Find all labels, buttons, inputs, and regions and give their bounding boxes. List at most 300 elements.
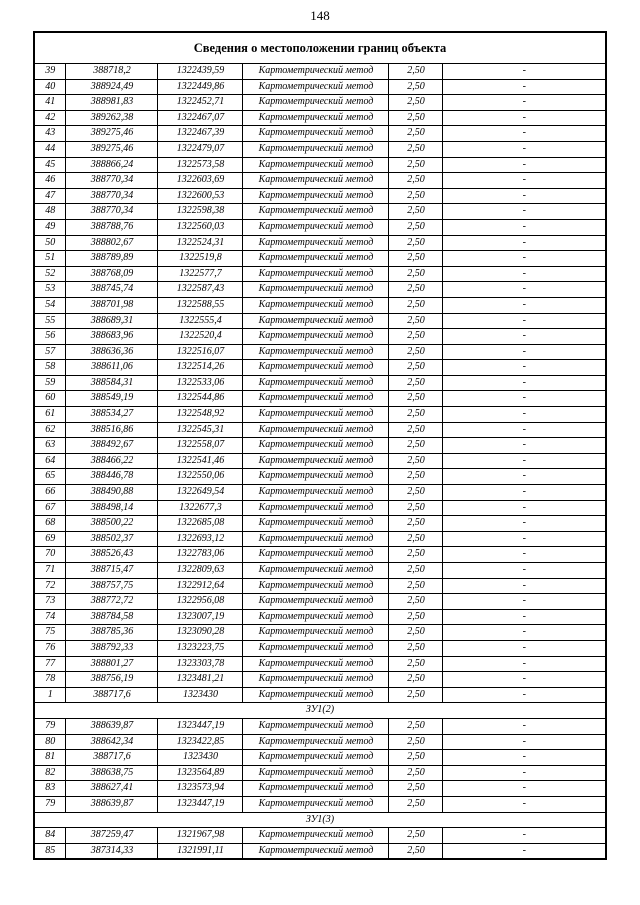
cell-description: -	[443, 469, 606, 485]
cell-coordinate-x: 388784,58	[66, 609, 158, 625]
table-row	[34, 95, 606, 111]
table-row	[34, 422, 606, 438]
cell-coordinate-x: 388756,19	[66, 672, 158, 688]
cell-coordinate-y: 1322677,3	[158, 500, 243, 516]
cell-coordinate-x: 388642,34	[66, 734, 158, 750]
cell-point-number: 46	[34, 173, 66, 189]
cell-coordinate-y: 1322479,07	[158, 141, 243, 157]
section-row	[34, 812, 606, 828]
table-row	[34, 407, 606, 423]
cell-method: Картометрический метод	[243, 282, 389, 298]
cell-coordinate-y: 1323447,19	[158, 796, 243, 812]
cell-coordinate-x: 388627,41	[66, 781, 158, 797]
cell-method: Картометрический метод	[243, 438, 389, 454]
cell-precision: 2,50	[389, 609, 443, 625]
cell-coordinate-y: 1322809,63	[158, 563, 243, 579]
cell-precision: 2,50	[389, 656, 443, 672]
cell-coordinate-x: 388772,72	[66, 594, 158, 610]
table-row	[34, 235, 606, 251]
cell-description: -	[443, 640, 606, 656]
cell-point-number: 49	[34, 219, 66, 235]
table-row	[34, 563, 606, 579]
cell-method: Картометрический метод	[243, 750, 389, 766]
cell-description: -	[443, 126, 606, 142]
cell-point-number: 76	[34, 640, 66, 656]
cell-description: -	[443, 796, 606, 812]
cell-point-number: 81	[34, 750, 66, 766]
cell-coordinate-y: 1322449,86	[158, 79, 243, 95]
table-row	[34, 64, 606, 80]
cell-description: -	[443, 110, 606, 126]
cell-coordinate-x: 388757,75	[66, 578, 158, 594]
table-row	[34, 609, 606, 625]
cell-point-number: 75	[34, 625, 66, 641]
cell-precision: 2,50	[389, 110, 443, 126]
cell-coordinate-x: 388502,37	[66, 531, 158, 547]
cell-precision: 2,50	[389, 407, 443, 423]
cell-coordinate-x: 387314,33	[66, 843, 158, 859]
cell-coordinate-x: 388770,34	[66, 204, 158, 220]
cell-coordinate-x: 388717,6	[66, 750, 158, 766]
cell-point-number: 1	[34, 687, 66, 703]
cell-coordinate-y: 1322514,26	[158, 360, 243, 376]
cell-coordinate-x: 388745,74	[66, 282, 158, 298]
cell-point-number: 61	[34, 407, 66, 423]
table-row	[34, 625, 606, 641]
cell-method: Картометрический метод	[243, 64, 389, 80]
cell-description: -	[443, 765, 606, 781]
cell-point-number: 55	[34, 313, 66, 329]
cell-method: Картометрический метод	[243, 547, 389, 563]
cell-description: -	[443, 204, 606, 220]
cell-description: -	[443, 188, 606, 204]
cell-precision: 2,50	[389, 251, 443, 267]
cell-coordinate-x: 388636,36	[66, 344, 158, 360]
cell-description: -	[443, 547, 606, 563]
table-body	[34, 64, 606, 860]
cell-method: Картометрический метод	[243, 95, 389, 111]
cell-description: -	[443, 297, 606, 313]
cell-point-number: 78	[34, 672, 66, 688]
cell-precision: 2,50	[389, 126, 443, 142]
cell-method: Картометрический метод	[243, 625, 389, 641]
cell-coordinate-x: 388785,36	[66, 625, 158, 641]
cell-precision: 2,50	[389, 750, 443, 766]
cell-description: -	[443, 141, 606, 157]
cell-precision: 2,50	[389, 469, 443, 485]
table-row	[34, 843, 606, 859]
cell-coordinate-y: 1321991,11	[158, 843, 243, 859]
cell-method: Картометрический метод	[243, 781, 389, 797]
cell-method: Картометрический метод	[243, 375, 389, 391]
cell-method: Картометрический метод	[243, 297, 389, 313]
table-row	[34, 110, 606, 126]
cell-point-number: 51	[34, 251, 66, 267]
cell-point-number: 74	[34, 609, 66, 625]
cell-method: Картометрический метод	[243, 718, 389, 734]
cell-coordinate-y: 1323430	[158, 687, 243, 703]
cell-description: -	[443, 329, 606, 345]
table-row	[34, 796, 606, 812]
cell-coordinate-y: 1322956,08	[158, 594, 243, 610]
cell-coordinate-y: 1322452,71	[158, 95, 243, 111]
cell-point-number: 84	[34, 828, 66, 844]
cell-point-number: 40	[34, 79, 66, 95]
cell-description: -	[443, 422, 606, 438]
section-label: ЗУ1(3)	[34, 812, 606, 828]
cell-method: Картометрический метод	[243, 828, 389, 844]
cell-coordinate-y: 1322467,07	[158, 110, 243, 126]
cell-description: -	[443, 672, 606, 688]
cell-method: Картометрический метод	[243, 796, 389, 812]
cell-coordinate-y: 1323422,85	[158, 734, 243, 750]
cell-coordinate-x: 389262,38	[66, 110, 158, 126]
table-row	[34, 173, 606, 189]
cell-coordinate-y: 1322544,86	[158, 391, 243, 407]
cell-precision: 2,50	[389, 672, 443, 688]
cell-coordinate-y: 1323090,28	[158, 625, 243, 641]
cell-point-number: 73	[34, 594, 66, 610]
cell-method: Картометрический метод	[243, 594, 389, 610]
cell-method: Картометрический метод	[243, 640, 389, 656]
cell-coordinate-y: 1321967,98	[158, 828, 243, 844]
table-row	[34, 516, 606, 532]
cell-precision: 2,50	[389, 422, 443, 438]
cell-coordinate-x: 388866,24	[66, 157, 158, 173]
cell-point-number: 83	[34, 781, 66, 797]
cell-coordinate-x: 388717,6	[66, 687, 158, 703]
cell-coordinate-x: 389275,46	[66, 141, 158, 157]
cell-coordinate-x: 388638,75	[66, 765, 158, 781]
cell-precision: 2,50	[389, 547, 443, 563]
cell-coordinate-x: 388768,09	[66, 266, 158, 282]
cell-coordinate-x: 388534,27	[66, 407, 158, 423]
cell-description: -	[443, 251, 606, 267]
cell-description: -	[443, 609, 606, 625]
cell-method: Картометрический метод	[243, 469, 389, 485]
cell-coordinate-y: 1322600,53	[158, 188, 243, 204]
cell-method: Картометрический метод	[243, 126, 389, 142]
cell-point-number: 79	[34, 796, 66, 812]
cell-coordinate-y: 1322573,58	[158, 157, 243, 173]
cell-coordinate-y: 1322685,08	[158, 516, 243, 532]
cell-coordinate-y: 1322467,39	[158, 126, 243, 142]
cell-precision: 2,50	[389, 391, 443, 407]
cell-coordinate-y: 1323007,19	[158, 609, 243, 625]
cell-point-number: 58	[34, 360, 66, 376]
cell-description: -	[443, 718, 606, 734]
cell-coordinate-y: 1323223,75	[158, 640, 243, 656]
cell-coordinate-y: 1322587,43	[158, 282, 243, 298]
cell-precision: 2,50	[389, 329, 443, 345]
cell-precision: 2,50	[389, 734, 443, 750]
cell-method: Картометрический метод	[243, 672, 389, 688]
cell-method: Картометрический метод	[243, 453, 389, 469]
cell-point-number: 47	[34, 188, 66, 204]
cell-method: Картометрический метод	[243, 531, 389, 547]
cell-coordinate-x: 388701,98	[66, 297, 158, 313]
cell-precision: 2,50	[389, 157, 443, 173]
cell-coordinate-y: 1322588,55	[158, 297, 243, 313]
cell-method: Картометрический метод	[243, 79, 389, 95]
cell-point-number: 79	[34, 718, 66, 734]
cell-coordinate-x: 388792,33	[66, 640, 158, 656]
cell-method: Картометрический метод	[243, 173, 389, 189]
cell-method: Картометрический метод	[243, 563, 389, 579]
cell-precision: 2,50	[389, 687, 443, 703]
cell-coordinate-y: 1322560,03	[158, 219, 243, 235]
section-row	[34, 703, 606, 719]
cell-description: -	[443, 64, 606, 80]
cell-description: -	[443, 407, 606, 423]
cell-method: Картометрический метод	[243, 687, 389, 703]
cell-method: Картометрический метод	[243, 313, 389, 329]
cell-coordinate-y: 1322649,54	[158, 485, 243, 501]
cell-point-number: 59	[34, 375, 66, 391]
cell-precision: 2,50	[389, 438, 443, 454]
table-row	[34, 531, 606, 547]
cell-coordinate-y: 1323303,78	[158, 656, 243, 672]
table-row	[34, 329, 606, 345]
table-row	[34, 344, 606, 360]
cell-precision: 2,50	[389, 531, 443, 547]
table-row	[34, 266, 606, 282]
cell-method: Картометрический метод	[243, 656, 389, 672]
cell-method: Картометрический метод	[243, 188, 389, 204]
cell-description: -	[443, 687, 606, 703]
table-row	[34, 640, 606, 656]
cell-precision: 2,50	[389, 219, 443, 235]
cell-description: -	[443, 781, 606, 797]
cell-precision: 2,50	[389, 453, 443, 469]
table-row	[34, 313, 606, 329]
cell-point-number: 57	[34, 344, 66, 360]
cell-coordinate-y: 1322541,46	[158, 453, 243, 469]
cell-precision: 2,50	[389, 485, 443, 501]
cell-method: Картометрический метод	[243, 360, 389, 376]
cell-point-number: 82	[34, 765, 66, 781]
cell-point-number: 56	[34, 329, 66, 345]
cell-coordinate-y: 1322558,07	[158, 438, 243, 454]
table-row	[34, 781, 606, 797]
cell-coordinate-x: 388446,78	[66, 469, 158, 485]
cell-description: -	[443, 157, 606, 173]
cell-description: -	[443, 516, 606, 532]
page-number: 148	[310, 8, 330, 23]
cell-description: -	[443, 235, 606, 251]
cell-coordinate-x: 388466,22	[66, 453, 158, 469]
cell-point-number: 62	[34, 422, 66, 438]
cell-coordinate-y: 1322550,06	[158, 469, 243, 485]
cell-point-number: 42	[34, 110, 66, 126]
cell-coordinate-y: 1323573,94	[158, 781, 243, 797]
cell-method: Картометрический метод	[243, 407, 389, 423]
cell-coordinate-x: 388500,22	[66, 516, 158, 532]
cell-coordinate-x: 388689,31	[66, 313, 158, 329]
cell-method: Картометрический метод	[243, 204, 389, 220]
cell-description: -	[443, 313, 606, 329]
cell-point-number: 60	[34, 391, 66, 407]
table-row	[34, 360, 606, 376]
table-row	[34, 718, 606, 734]
cell-method: Картометрический метод	[243, 157, 389, 173]
cell-description: -	[443, 282, 606, 298]
table-row	[34, 251, 606, 267]
cell-point-number: 44	[34, 141, 66, 157]
table-row	[34, 219, 606, 235]
table-row	[34, 500, 606, 516]
cell-description: -	[443, 360, 606, 376]
cell-description: -	[443, 750, 606, 766]
cell-point-number: 53	[34, 282, 66, 298]
table-row	[34, 734, 606, 750]
cell-description: -	[443, 563, 606, 579]
cell-coordinate-y: 1322516,07	[158, 344, 243, 360]
cell-coordinate-y: 1323564,89	[158, 765, 243, 781]
cell-description: -	[443, 375, 606, 391]
cell-point-number: 45	[34, 157, 66, 173]
cell-precision: 2,50	[389, 640, 443, 656]
cell-description: -	[443, 594, 606, 610]
cell-coordinate-x: 388492,67	[66, 438, 158, 454]
cell-precision: 2,50	[389, 188, 443, 204]
cell-coordinate-x: 388683,96	[66, 329, 158, 345]
cell-coordinate-y: 1322533,06	[158, 375, 243, 391]
cell-coordinate-y: 1323430	[158, 750, 243, 766]
cell-point-number: 43	[34, 126, 66, 142]
cell-precision: 2,50	[389, 563, 443, 579]
cell-point-number: 70	[34, 547, 66, 563]
cell-method: Картометрический метод	[243, 734, 389, 750]
cell-precision: 2,50	[389, 204, 443, 220]
cell-coordinate-x: 388789,89	[66, 251, 158, 267]
cell-coordinate-x: 388981,83	[66, 95, 158, 111]
cell-precision: 2,50	[389, 828, 443, 844]
cell-method: Картометрический метод	[243, 141, 389, 157]
cell-description: -	[443, 79, 606, 95]
cell-method: Картометрический метод	[243, 251, 389, 267]
table-row	[34, 578, 606, 594]
table-row	[34, 204, 606, 220]
cell-coordinate-x: 389275,46	[66, 126, 158, 142]
cell-coordinate-x: 388490,88	[66, 485, 158, 501]
cell-precision: 2,50	[389, 516, 443, 532]
cell-method: Картометрический метод	[243, 219, 389, 235]
cell-precision: 2,50	[389, 843, 443, 859]
cell-point-number: 85	[34, 843, 66, 859]
cell-description: -	[443, 843, 606, 859]
table-row	[34, 391, 606, 407]
cell-method: Картометрический метод	[243, 609, 389, 625]
cell-coordinate-y: 1322912,64	[158, 578, 243, 594]
cell-description: -	[443, 95, 606, 111]
cell-point-number: 48	[34, 204, 66, 220]
cell-coordinate-y: 1322548,92	[158, 407, 243, 423]
cell-point-number: 50	[34, 235, 66, 251]
cell-precision: 2,50	[389, 313, 443, 329]
cell-precision: 2,50	[389, 266, 443, 282]
table-row	[34, 157, 606, 173]
cell-point-number: 66	[34, 485, 66, 501]
table-row	[34, 282, 606, 298]
cell-precision: 2,50	[389, 297, 443, 313]
cell-method: Картометрический метод	[243, 843, 389, 859]
cell-method: Картометрический метод	[243, 235, 389, 251]
cell-coordinate-y: 1323447,19	[158, 718, 243, 734]
table-row	[34, 750, 606, 766]
cell-description: -	[443, 438, 606, 454]
cell-description: -	[443, 531, 606, 547]
section-label: ЗУ1(2)	[34, 703, 606, 719]
cell-description: -	[443, 828, 606, 844]
table-row	[34, 594, 606, 610]
cell-method: Картометрический метод	[243, 110, 389, 126]
cell-coordinate-x: 388802,67	[66, 235, 158, 251]
cell-coordinate-y: 1322603,69	[158, 173, 243, 189]
cell-point-number: 67	[34, 500, 66, 516]
cell-coordinate-y: 1322439,59	[158, 64, 243, 80]
cell-point-number: 65	[34, 469, 66, 485]
cell-precision: 2,50	[389, 796, 443, 812]
cell-coordinate-y: 1322520,4	[158, 329, 243, 345]
cell-description: -	[443, 344, 606, 360]
cell-coordinate-y: 1322555,4	[158, 313, 243, 329]
cell-point-number: 52	[34, 266, 66, 282]
cell-method: Картометрический метод	[243, 344, 389, 360]
cell-precision: 2,50	[389, 781, 443, 797]
cell-description: -	[443, 734, 606, 750]
cell-method: Картометрический метод	[243, 422, 389, 438]
cell-point-number: 71	[34, 563, 66, 579]
cell-description: -	[443, 656, 606, 672]
table-title-row	[34, 32, 606, 64]
cell-precision: 2,50	[389, 173, 443, 189]
cell-point-number: 41	[34, 95, 66, 111]
cell-coordinate-x: 388584,31	[66, 375, 158, 391]
table-row	[34, 375, 606, 391]
cell-description: -	[443, 625, 606, 641]
cell-coordinate-y: 1322693,12	[158, 531, 243, 547]
cell-point-number: 77	[34, 656, 66, 672]
cell-coordinate-x: 388498,14	[66, 500, 158, 516]
cell-coordinate-y: 1322577,7	[158, 266, 243, 282]
table-row	[34, 438, 606, 454]
cell-point-number: 63	[34, 438, 66, 454]
cell-coordinate-y: 1322519,8	[158, 251, 243, 267]
table-row	[34, 188, 606, 204]
cell-coordinate-x: 388770,34	[66, 173, 158, 189]
cell-precision: 2,50	[389, 360, 443, 376]
cell-coordinate-x: 388516,86	[66, 422, 158, 438]
table-row	[34, 828, 606, 844]
cell-point-number: 72	[34, 578, 66, 594]
cell-description: -	[443, 266, 606, 282]
cell-precision: 2,50	[389, 375, 443, 391]
cell-coordinate-y: 1322783,06	[158, 547, 243, 563]
cell-precision: 2,50	[389, 765, 443, 781]
cell-coordinate-x: 388801,27	[66, 656, 158, 672]
cell-coordinate-x: 387259,47	[66, 828, 158, 844]
cell-precision: 2,50	[389, 625, 443, 641]
cell-coordinate-x: 388770,34	[66, 188, 158, 204]
cell-description: -	[443, 453, 606, 469]
table-row	[34, 485, 606, 501]
cell-method: Картометрический метод	[243, 578, 389, 594]
cell-description: -	[443, 485, 606, 501]
cell-point-number: 69	[34, 531, 66, 547]
table-row	[34, 297, 606, 313]
cell-coordinate-x: 388788,76	[66, 219, 158, 235]
